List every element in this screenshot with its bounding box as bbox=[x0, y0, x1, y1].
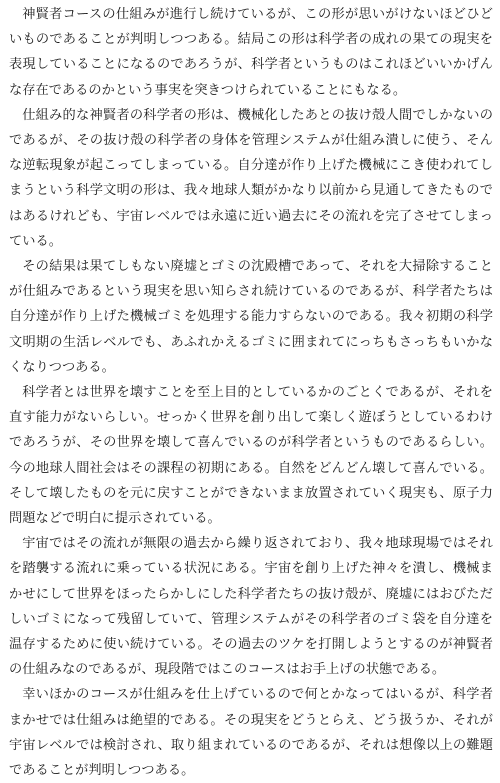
paragraph-1: 神賢者コースの仕組みが進行し続けているが、この形が思いがけないほどひどいものであることが判明しつつある。結局この形は科学者の成れの果ての現実を表現していることになるのであろうが、科学者というものはこれほどいいかげんな存在であるのかという事実を突きつけられていることにもなる。 bbox=[9, 7, 493, 98]
paragraph-5: 宇宙ではその流れが無限の過去から繰り返されており、我々地球現場ではそれを踏襲する流れに乗っている状況にある。宇宙を創り上げた神々を潰し、機械まかせにして世界をほったらかしにした科学者たちの抜け殻が、廃墟にはおびただしいゴミになって残留していて、管理システムがその科学者のゴミ袋を自分達を温存するために使い続けている。その過去のツケを打開しようとするのが神賢者の仕組みなのであるが、現段階ではこのコースはお手上げの状態である。 bbox=[9, 536, 493, 678]
paragraph-4: 科学者とは世界を壊すことを至上目的としているかのごとくであるが、それを直す能力がないらしい。せっかく世界を創り出して楽しく遊ぼうとしているわけであろうが、その世界を壊して喜んでいるのが科学者というものであるらしい。今の地球人間社会はその課程の初期にある。自然をどんどん壊して喜んでいる。そして壊したものを元に戻すことができないまま放置されていく現実も、原子力問題などで明白に提示されている。 bbox=[9, 385, 493, 527]
paragraph-6: 幸いほかのコースが仕組みを仕上げているので何とかなってはいるが、科学者まかせでは仕組みは絶望的である。その現実をどうとらえ、どう扱うか、それが宇宙レベルでは検討され、取り組まれているのであるが、それは想像以上の難題であることが判明しつつある。 bbox=[9, 687, 493, 779]
paragraph-3: その結果は果てしもない廃墟とゴミの沈殿槽であって、それを大掃除することが仕組みであるという現実を思い知らされ続けているのであるが、科学者たちは自分達が作り上げた機械ゴミを処理する能力すらないのである。我々初期の科学文明期の生活レベルでも、あふれかえるゴミに囲まれてにっちもさっちもいかなくなりつつある。 bbox=[9, 259, 493, 375]
paragraph-2: 仕組み的な神賢者の科学者の形は、機械化したあとの抜け殻人間でしかないのであるが、その抜け殻の科学者の身体を管理システムが仕組み潰しに使う、そんな逆転現象が起こってしまっている。自分達が作り上げた機械にこき使われてしまうという科学文明の形は、我々地球人類がかなり以前から見通してきたものではあるけれども、宇宙レベルでは永遠に近い過去にその流れを完了させてしまっている。 bbox=[9, 107, 493, 249]
